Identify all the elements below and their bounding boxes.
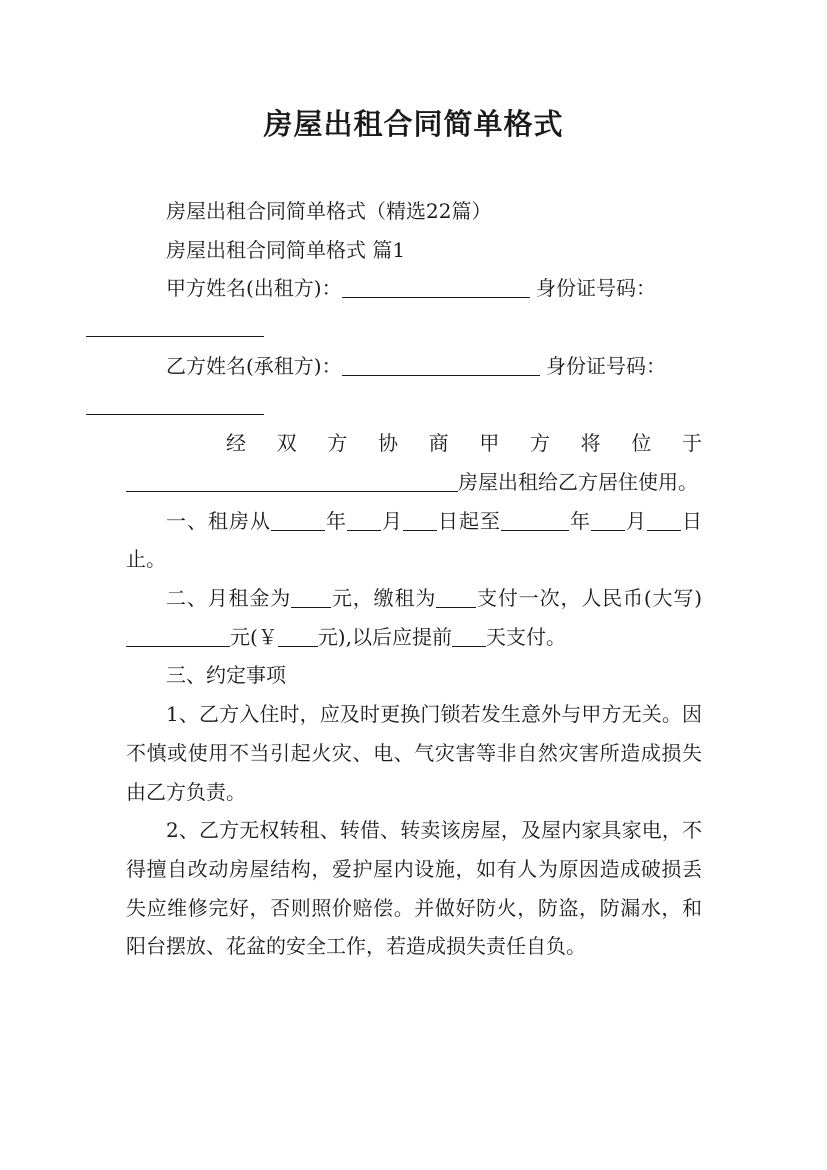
rent-prefix: 二、月租金为 — [166, 586, 292, 611]
end-day-blank — [647, 504, 681, 531]
agreement-lead: 经 双 方 协 商 甲 方 将 位 于 — [226, 431, 702, 456]
property-location-blank — [126, 465, 458, 492]
start-day-blank — [403, 504, 437, 531]
party-a-name-label: 甲方姓名(出租方)： — [166, 276, 342, 301]
rent-yuan2: 元(￥ — [230, 624, 278, 649]
term-day1: 日起至 — [437, 508, 501, 533]
agreement-tail: 房屋出租给乙方居住使用。 — [458, 469, 698, 494]
document-title: 房屋出租合同简单格式 — [263, 107, 564, 141]
start-year-blank — [271, 504, 325, 531]
party-b-name-label: 乙方姓名(承租方)： — [166, 353, 342, 378]
clause-2: 2、乙方无权转租、转借、转卖该房屋，及屋内家具家电，不得擅自改动房屋结构，爱护屋内设施，如有人为原因造成破损丢失应维修完好，否则照价赔偿。并做好防火，防盗，防漏水，和阳台摆放、花盆的安全工作，若造成损失责任自负。 — [126, 818, 702, 959]
amount-number-blank — [278, 620, 318, 647]
term-clause — [126, 502, 702, 579]
document-body — [126, 192, 702, 966]
rent-clause — [126, 579, 702, 656]
agreed-items-heading: 三、约定事项 — [166, 663, 286, 688]
party-a-id-label: 身份证号码： — [535, 276, 656, 301]
rent-yuan1: 元，缴租为 — [331, 586, 437, 611]
party-a-name-blank — [342, 271, 530, 298]
start-month-blank — [347, 504, 381, 531]
agreement-tail-line — [126, 463, 702, 502]
term-month1: 月 — [381, 508, 403, 533]
monthly-rent-blank — [291, 581, 331, 608]
advance-days-blank — [452, 620, 486, 647]
party-b-line — [126, 347, 702, 424]
subtitle-line: 房屋出租合同简单格式（精选22篇） — [166, 199, 492, 223]
party-b-name-blank — [342, 349, 540, 376]
term-year1: 年 — [325, 508, 347, 533]
term-end: 日止。 — [126, 508, 702, 572]
party-b-id-label: 身份证号码： — [545, 353, 666, 378]
party-a-line — [126, 269, 702, 346]
rent-end: 天支付。 — [485, 624, 566, 649]
rent-pay: 支付一次，人民币(大写) — [476, 586, 703, 611]
end-year-blank — [501, 504, 569, 531]
section-heading: 房屋出租合同简单格式 篇1 — [166, 237, 406, 262]
rent-yuan3: 元),以后应提前 — [317, 624, 452, 649]
party-b-id-blank — [86, 388, 264, 415]
party-a-id-blank — [86, 310, 264, 337]
amount-words-blank — [126, 620, 230, 647]
agreement-paragraph — [126, 424, 702, 501]
clause-1: 1、乙方入住时，应及时更换门锁若发生意外与甲方无关。因不慎或使用不当引起火灾、电、气灾害等非自然灾害所造成损失由乙方负责。 — [126, 702, 702, 804]
end-month-blank — [591, 504, 625, 531]
term-month2: 月 — [625, 508, 647, 533]
payment-period-blank — [436, 581, 476, 608]
term-prefix: 一、租房从 — [166, 508, 271, 533]
term-year2: 年 — [569, 508, 591, 533]
